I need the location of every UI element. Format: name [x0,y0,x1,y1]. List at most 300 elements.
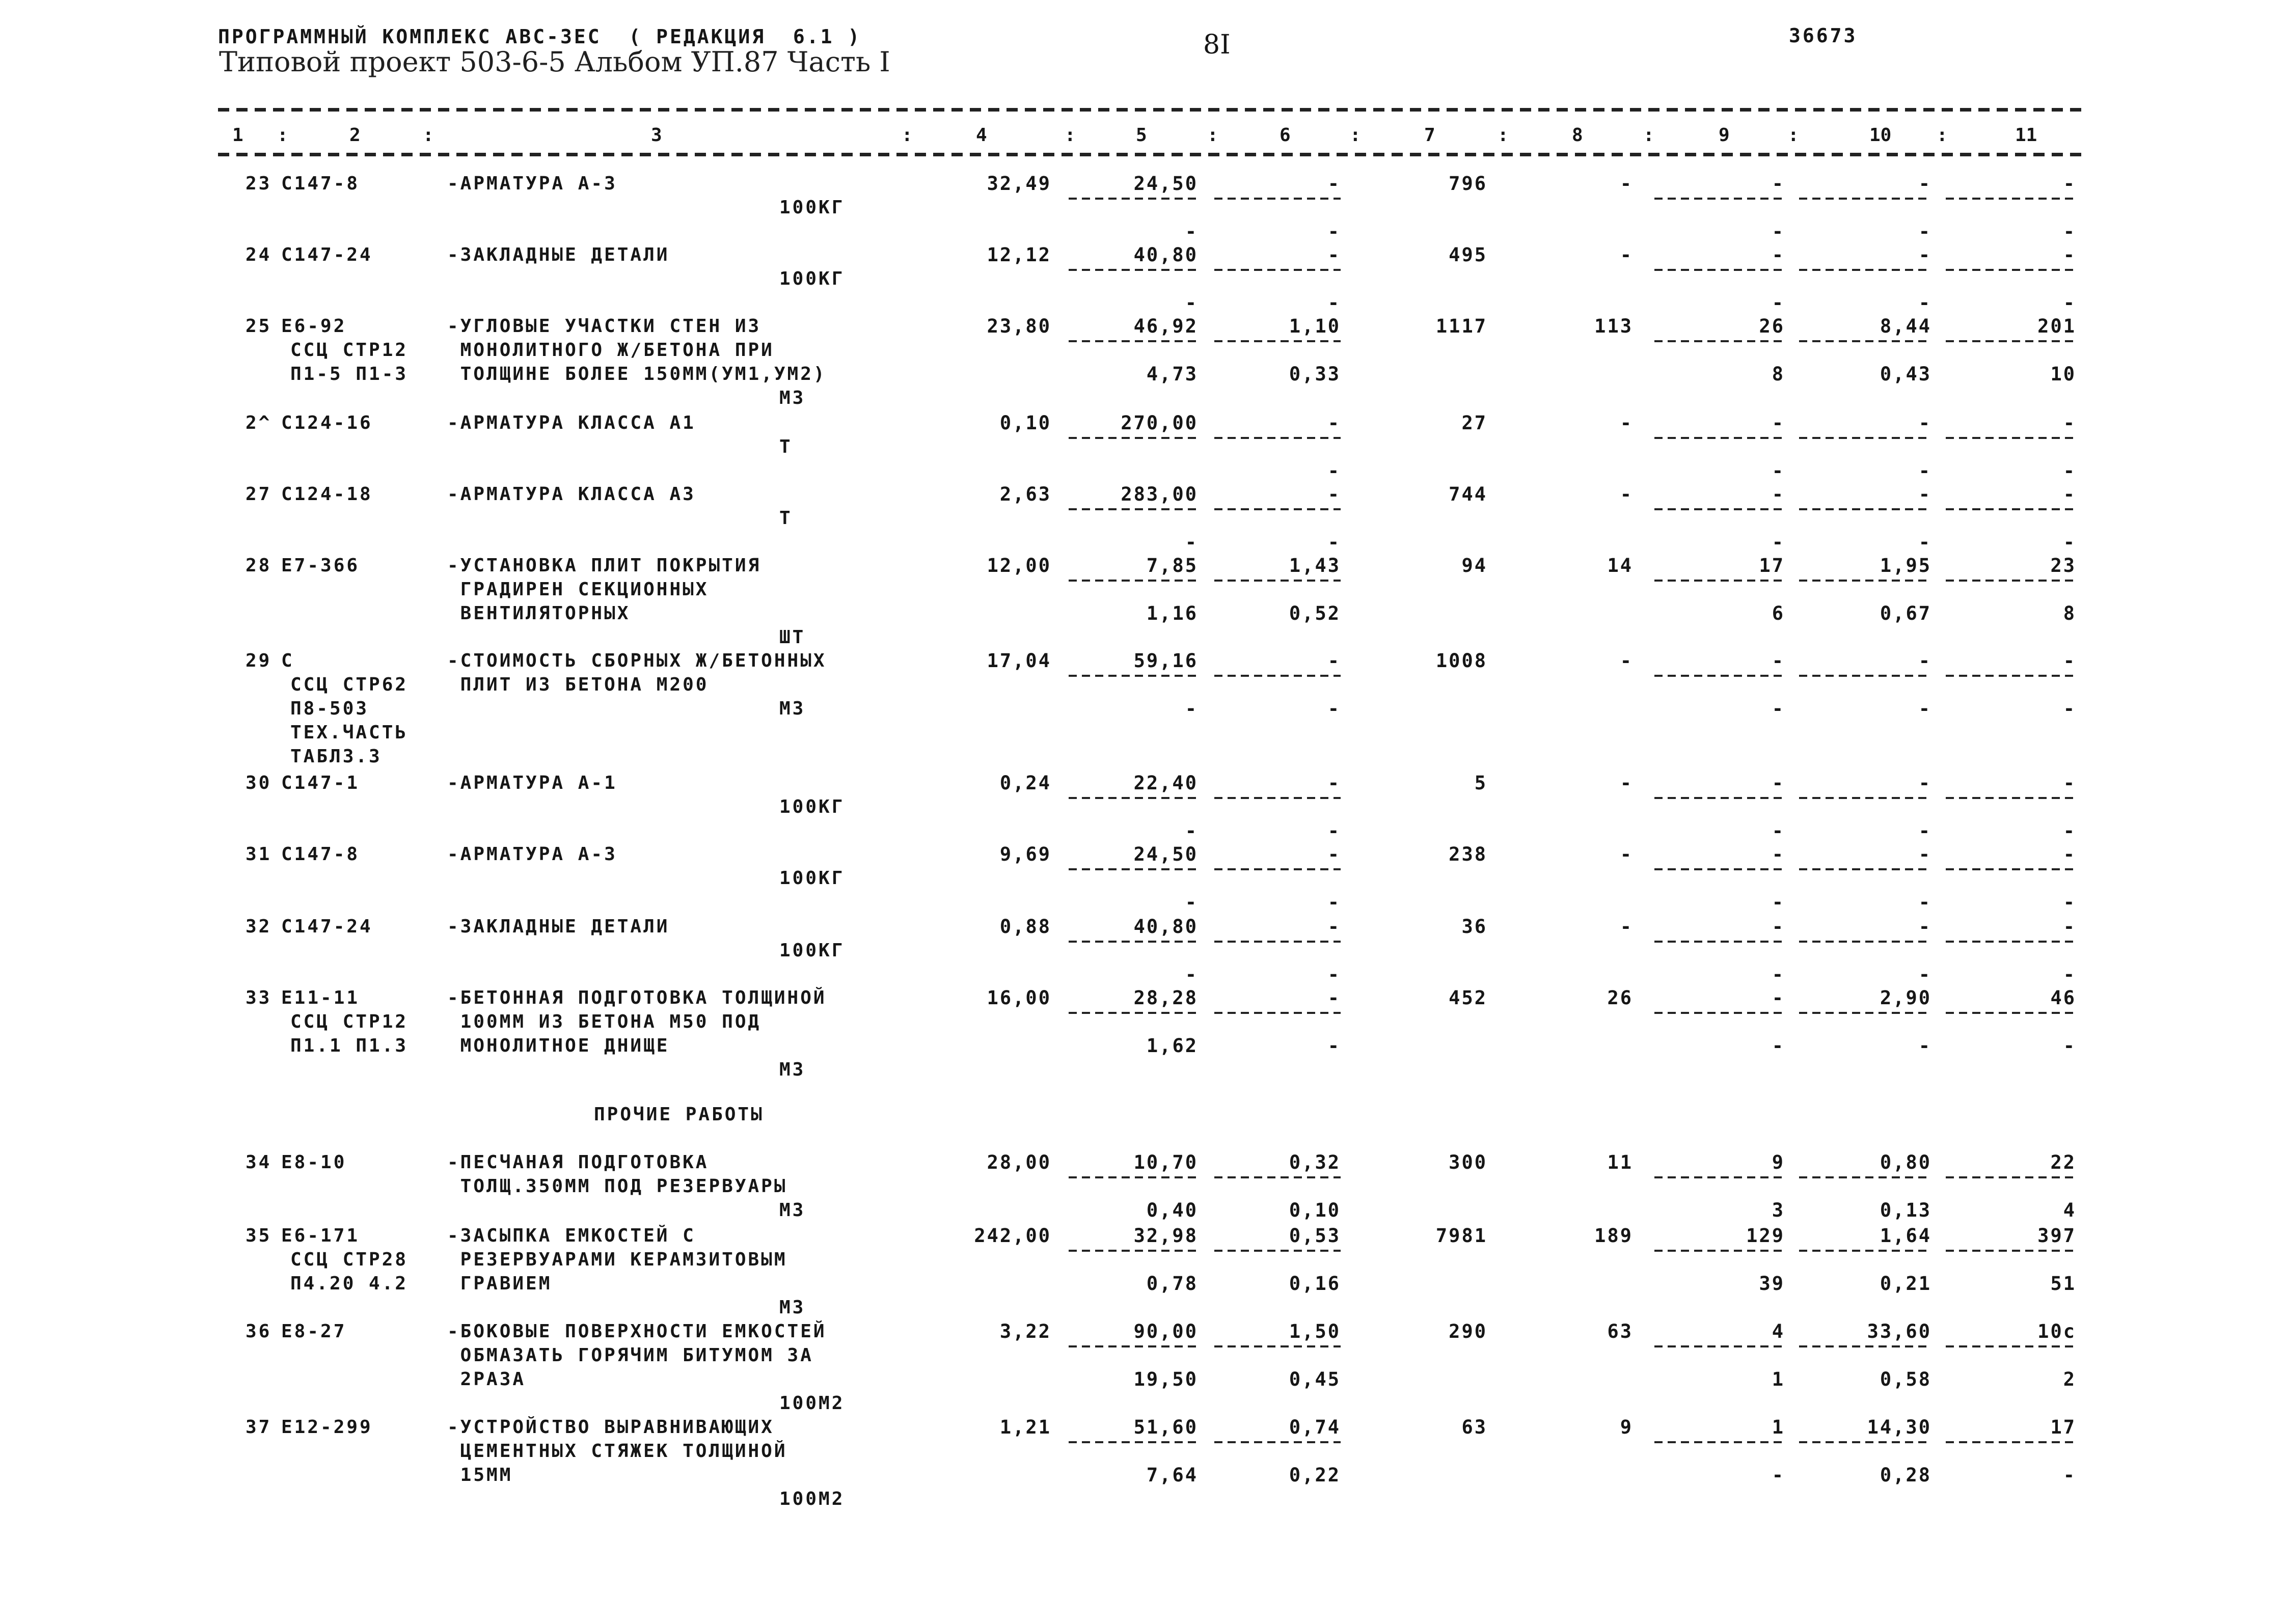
value-c10: 1,64 [1880,1225,1931,1247]
value-c9b: - [1772,698,1785,720]
value-c11b: - [2063,221,2076,242]
value-c6: - [1327,843,1341,865]
dashed-underline [1946,797,2076,799]
row-description: ПЛИТ ИЗ БЕТОНА М200 [447,674,709,695]
value-c5b: 7,64 [1146,1464,1198,1486]
row-number: 37 [246,1417,272,1438]
value-c5b: - [1185,221,1198,242]
value-c11b: - [2063,531,2076,553]
value-c11: - [2063,412,2076,434]
row-description: МОНОЛИТНОЕ ДНИЩЕ [447,1035,670,1056]
value-c6b: 0,33 [1289,363,1341,385]
row-code: ТЕХ.ЧАСТЬ [290,722,409,743]
dashed-underline [1799,675,1931,677]
row-unit: М3 [779,1297,806,1318]
row-code: С147-8 [281,173,360,194]
row-code: С147-24 [281,916,373,937]
value-c8: 63 [1607,1320,1633,1342]
section-title: ПРОЧИЕ РАБОТЫ [594,1104,764,1125]
value-c9: - [1772,916,1785,938]
value-c8: 189 [1594,1225,1633,1247]
row-code: ССЦ СТР28 [290,1249,409,1270]
row-description: -БЕТОННАЯ ПОДГОТОВКА ТОЛЩИНОЙ [447,987,827,1008]
value-c11b: - [2063,1035,2076,1057]
dashed-underline [1799,269,1931,271]
value-c10b: - [1918,698,1931,720]
value-c6b: - [1327,891,1341,913]
dashed-underline [1799,1441,1931,1443]
row-code: ТАБЛ3.3 [290,746,382,767]
row-description: -БОКОВЫЕ ПОВЕРХНОСТИ ЕМКОСТЕЙ [447,1321,827,1342]
row-description: -УГЛОВЫЕ УЧАСТКИ СТЕН ИЗ [447,316,761,337]
row-code: ССЦ СТР12 [290,1011,409,1032]
dashed-underline [1654,1441,1785,1443]
dashed-underline [1946,580,2076,582]
header-separator [218,153,2082,156]
value-c4: 242,00 [974,1225,1051,1247]
value-c6b: 0,52 [1289,602,1341,624]
column-header-9: 9 [1719,125,1730,146]
value-c10b: 0,58 [1880,1368,1931,1390]
value-c6: - [1327,772,1341,794]
value-c10: 1,95 [1880,555,1931,576]
value-c10: - [1918,244,1931,266]
dashed-underline [1654,1345,1785,1347]
row-unit: 100М2 [779,1393,845,1414]
row-code: С147-8 [281,844,360,865]
value-c10: 33,60 [1867,1320,1931,1342]
program-header: ПРОГРАММНЫЙ КОМПЛЕКС АВС-3ЕС ( РЕДАКЦИЯ 6.1 ) [218,25,862,48]
column-divider: : [1788,125,1799,146]
dashed-underline [1799,1012,1931,1014]
value-c7: 94 [1461,555,1487,576]
row-code: Е8-27 [281,1321,347,1342]
value-c10b: - [1918,531,1931,553]
row-description: ГРАВИЕМ [447,1273,552,1294]
value-c5b: 0,40 [1146,1199,1198,1221]
value-c4: 1,21 [999,1416,1051,1438]
row-description: -АРМАТУРА А-3 [447,844,617,865]
value-c10: 14,30 [1867,1416,1931,1438]
row-number: 32 [246,916,272,937]
value-c5b: - [1185,698,1198,720]
value-c5: 270,00 [1121,412,1198,434]
dashed-underline [1214,1012,1341,1014]
value-c4: 32,49 [987,173,1051,195]
dashed-underline [1214,508,1341,510]
value-c11: - [2063,772,2076,794]
row-number: 27 [246,484,272,505]
row-code: С [281,650,294,671]
value-c9: - [1772,412,1785,434]
dashed-underline [1069,1250,1198,1252]
dashed-underline [1214,797,1341,799]
row-description: 100ММ ИЗ БЕТОНА М50 ПОД [447,1011,761,1032]
value-c6: - [1327,244,1341,266]
value-c11: 46 [2050,987,2076,1009]
value-c7: 7981 [1435,1225,1487,1247]
value-c4: 17,04 [987,650,1051,672]
row-description: ГРАДИРЕН СЕКЦИОННЫХ [447,579,709,600]
column-header-4: 4 [976,125,987,146]
dashed-underline [1214,941,1341,943]
value-c9b: 3 [1772,1199,1785,1221]
value-c6b: - [1327,460,1341,482]
value-c5: 46,92 [1133,315,1198,337]
value-c9b: - [1772,964,1785,985]
dashed-underline [1654,437,1785,439]
value-c7: 1117 [1435,315,1487,337]
column-header-7: 7 [1424,125,1435,146]
dashed-underline [1069,941,1198,943]
dashed-underline [1654,198,1785,200]
value-c9: - [1772,483,1785,505]
value-c9: - [1772,987,1785,1009]
value-c10: - [1918,483,1931,505]
dashed-underline [1946,198,2076,200]
value-c6b: - [1327,964,1341,985]
value-c8: - [1620,916,1633,938]
row-number: 30 [246,773,272,793]
dashed-underline [1946,1012,2076,1014]
value-c8: - [1620,412,1633,434]
value-c11b: - [2063,964,2076,985]
row-description: -УСТРОЙСТВО ВЫРАВНИВАЮЩИХ [447,1417,774,1438]
value-c11b: - [2063,891,2076,913]
row-unit: ШТ [779,627,806,648]
dashed-underline [1799,1250,1931,1252]
dashed-underline [1799,797,1931,799]
dashed-underline [1069,868,1198,870]
value-c6b: - [1327,221,1341,242]
dashed-underline [1946,1441,2076,1443]
row-number: 34 [246,1152,272,1173]
value-c5b: - [1185,292,1198,314]
value-c4: 2,63 [999,483,1051,505]
value-c10b: - [1918,460,1931,482]
row-number: 35 [246,1225,272,1246]
dashed-underline [1654,1250,1785,1252]
dashed-underline [1946,269,2076,271]
value-c10: 0,80 [1880,1151,1931,1173]
value-c5b: 4,73 [1146,363,1198,385]
value-c9: 4 [1772,1320,1785,1342]
value-c11b: 2 [2063,1368,2076,1390]
dashed-underline [1799,868,1931,870]
value-c6b: - [1327,292,1341,314]
row-unit: М3 [779,698,806,719]
value-c11: - [2063,244,2076,266]
value-c8: - [1620,483,1633,505]
column-divider: : [1065,125,1076,146]
row-number: 36 [246,1321,272,1342]
value-c8: - [1620,772,1633,794]
value-c11b: 4 [2063,1199,2076,1221]
dashed-underline [1654,1176,1785,1178]
row-description: ЦЕМЕНТНЫХ СТЯЖЕК ТОЛЩИНОЙ [447,1441,787,1462]
value-c4: 3,22 [999,1320,1051,1342]
row-code: Е8-10 [281,1152,347,1173]
value-c9b: - [1772,820,1785,842]
row-unit: 100КГ [779,940,845,961]
row-description: -ЗАКЛАДНЫЕ ДЕТАЛИ [447,244,670,265]
value-c10b: - [1918,891,1931,913]
value-c10b: 0,67 [1880,602,1931,624]
row-number: 31 [246,844,272,865]
value-c7: 495 [1449,244,1487,266]
value-c6: - [1327,650,1341,672]
row-code: П4.20 4.2 [290,1273,409,1294]
value-c11b: - [2063,698,2076,720]
value-c5: 22,40 [1133,772,1198,794]
row-code: П1.1 П1.3 [290,1035,409,1056]
value-c5b: - [1185,820,1198,842]
value-c5b: 1,16 [1146,602,1198,624]
value-c4: 12,12 [987,244,1051,266]
value-c9: - [1772,843,1785,865]
row-description: -АРМАТУРА А-3 [447,173,617,194]
value-c10b: - [1918,292,1931,314]
value-c11: 201 [2037,315,2076,337]
dashed-underline [1214,1345,1341,1347]
value-c11b: 10 [2050,363,2076,385]
value-c7: 238 [1449,843,1487,865]
value-c9: 1 [1772,1416,1785,1438]
row-code: Е6-92 [281,316,347,337]
dashed-underline [1069,580,1198,582]
column-header-1: 1 [232,125,243,146]
row-unit: 100КГ [779,868,845,889]
value-c10: - [1918,916,1931,938]
value-c6: 0,32 [1289,1151,1341,1173]
value-c10b: 0,43 [1880,363,1931,385]
value-c5: 40,80 [1133,916,1198,938]
dashed-underline [1069,1012,1198,1014]
value-c8: 26 [1607,987,1633,1009]
value-c9: 129 [1746,1225,1785,1247]
dashed-underline [1654,580,1785,582]
value-c9: 17 [1759,555,1785,576]
dashed-underline [1214,437,1341,439]
value-c11: 17 [2050,1416,2076,1438]
value-c7: 290 [1449,1320,1487,1342]
row-unit: Т [779,508,793,529]
value-c5b: - [1185,891,1198,913]
value-c5b: - [1185,964,1198,985]
value-c6: - [1327,483,1341,505]
row-code: Е12-299 [281,1417,373,1438]
value-c5: 24,50 [1133,843,1198,865]
row-unit: М3 [779,388,806,408]
dashed-underline [1069,1176,1198,1178]
value-c10: - [1918,772,1931,794]
dashed-underline [1799,941,1931,943]
value-c5: 7,85 [1146,555,1198,576]
row-description: 15ММ [447,1465,513,1485]
value-c6: 1,43 [1289,555,1341,576]
value-c5: 40,80 [1133,244,1198,266]
row-unit: 100КГ [779,268,845,289]
value-c5b: 0,78 [1146,1273,1198,1295]
dashed-underline [1069,1441,1198,1443]
page-number: 8I [1203,30,1231,60]
column-divider: : [277,125,288,146]
row-number: 28 [246,555,272,576]
value-c8: 14 [1607,555,1633,576]
value-c7: 744 [1449,483,1487,505]
column-divider: : [1937,125,1948,146]
dashed-underline [1799,340,1931,342]
value-c6b: 0,45 [1289,1368,1341,1390]
value-c9: - [1772,173,1785,195]
row-description: ТОЛЩ.350ММ ПОД РЕЗЕРВУАРЫ [447,1176,787,1197]
value-c6b: 0,22 [1289,1464,1341,1486]
value-c7: 1008 [1435,650,1487,672]
value-c9: 26 [1759,315,1785,337]
value-c9b: - [1772,531,1785,553]
row-description: ВЕНТИЛЯТОРНЫХ [447,603,631,624]
dashed-underline [1654,269,1785,271]
row-description: -АРМАТУРА КЛАССА А1 [447,412,696,433]
value-c11: - [2063,483,2076,505]
value-c6b: - [1327,698,1341,720]
value-c11b: 8 [2063,602,2076,624]
dashed-underline [1654,941,1785,943]
value-c11: 397 [2037,1225,2076,1247]
row-number: 29 [246,650,272,671]
dashed-underline [1946,868,2076,870]
value-c7: 36 [1461,916,1487,938]
dashed-underline [1214,580,1341,582]
value-c9b: 6 [1772,602,1785,624]
dashed-underline [1654,868,1785,870]
dashed-underline [1214,198,1341,200]
row-code: С147-1 [281,773,360,793]
column-divider: : [1350,125,1361,146]
row-description: ТОЛЩИНЕ БОЛЕЕ 150ММ(УМ1,УМ2) [447,364,827,384]
value-c10: - [1918,412,1931,434]
value-c5: 51,60 [1133,1416,1198,1438]
value-c7: 27 [1461,412,1487,434]
value-c9b: 39 [1759,1273,1785,1295]
value-c6: 1,50 [1289,1320,1341,1342]
value-c8: - [1620,244,1633,266]
row-description: -ЗАСЫПКА ЕМКОСТЕЙ С [447,1225,696,1246]
dashed-underline [1799,580,1931,582]
row-code: С147-24 [281,244,373,265]
value-c8: 9 [1620,1416,1633,1438]
row-code: П8-503 [290,698,369,719]
value-c11b: - [2063,1464,2076,1486]
value-c9b: - [1772,1035,1785,1057]
value-c8: - [1620,843,1633,865]
column-header-6: 6 [1280,125,1291,146]
value-c10: - [1918,843,1931,865]
value-c5b: 19,50 [1133,1368,1198,1390]
value-c8: - [1620,650,1633,672]
value-c9b: - [1772,292,1785,314]
value-c4: 0,24 [999,772,1051,794]
value-c6b: 0,16 [1289,1273,1341,1295]
column-divider: : [1643,125,1654,146]
dashed-underline [1946,1345,2076,1347]
row-unit: 100КГ [779,197,845,218]
value-c5: 24,50 [1133,173,1198,195]
row-code: Е6-171 [281,1225,360,1246]
value-c4: 12,00 [987,555,1051,576]
dashed-underline [1214,1250,1341,1252]
dashed-underline [1214,1441,1341,1443]
value-c9b: - [1772,891,1785,913]
row-description: -АРМАТУРА КЛАССА А3 [447,484,696,505]
value-c6: 0,74 [1289,1416,1341,1438]
value-c11: 22 [2050,1151,2076,1173]
row-number: 24 [246,244,272,265]
value-c5: 59,16 [1133,650,1198,672]
row-unit: 100М2 [779,1489,845,1509]
row-description: -ПЕСЧАНАЯ ПОДГОТОВКА [447,1152,709,1173]
value-c6: - [1327,987,1341,1009]
dashed-underline [1214,340,1341,342]
dashed-underline [1654,1012,1785,1014]
value-c5b: - [1185,531,1198,553]
dashed-underline [1799,1345,1931,1347]
value-c7: 452 [1449,987,1487,1009]
value-c10b: - [1918,820,1931,842]
value-c10b: 0,13 [1880,1199,1931,1221]
column-header-5: 5 [1136,125,1147,146]
value-c10b: - [1918,221,1931,242]
value-c11b: - [2063,460,2076,482]
row-code: Е7-366 [281,555,360,576]
value-c10: - [1918,650,1931,672]
column-divider: : [423,125,434,146]
value-c9: - [1772,650,1785,672]
value-c7: 300 [1449,1151,1487,1173]
value-c6b: 0,10 [1289,1199,1341,1221]
value-c8: 11 [1607,1151,1633,1173]
value-c6: 0,53 [1289,1225,1341,1247]
row-unit: Т [779,436,793,457]
value-c4: 16,00 [987,987,1051,1009]
dashed-underline [1799,508,1931,510]
value-c5: 283,00 [1121,483,1198,505]
row-code: ССЦ СТР12 [290,340,409,361]
row-description: 2РАЗА [447,1369,526,1390]
dashed-underline [1946,941,2076,943]
value-c11b: - [2063,292,2076,314]
dashed-underline [1799,437,1931,439]
value-c10b: - [1918,964,1931,985]
dashed-underline [1214,675,1341,677]
column-header-3: 3 [651,125,662,146]
row-unit: 100КГ [779,796,845,817]
row-description: -ЗАКЛАДНЫЕ ДЕТАЛИ [447,916,670,937]
value-c10b: - [1918,1035,1931,1057]
dashed-underline [1069,675,1198,677]
project-title: Типовой проект 503-6-5 Альбом УП.87 Часть I [219,46,890,78]
dashed-underline [1946,340,2076,342]
dashed-underline [1946,437,2076,439]
value-c10: 8,44 [1880,315,1931,337]
value-c5: 28,28 [1133,987,1198,1009]
value-c10: 2,90 [1880,987,1931,1009]
value-c6b: - [1327,1035,1341,1057]
column-divider: : [1207,125,1218,146]
dashed-underline [1799,1176,1931,1178]
column-header-8: 8 [1572,125,1583,146]
value-c6b: - [1327,531,1341,553]
